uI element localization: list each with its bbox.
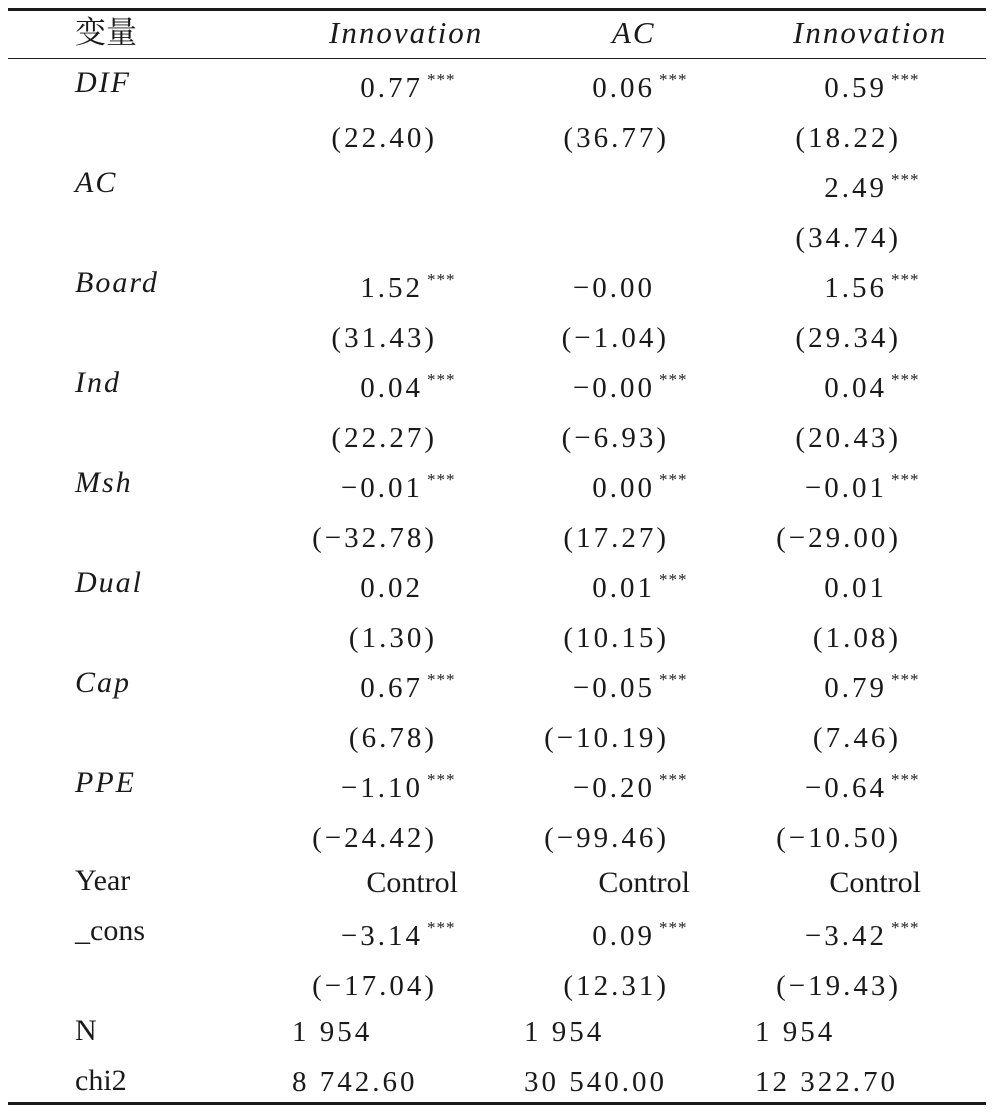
t-stat-cell: (6.78) <box>348 722 437 754</box>
row-label: _cons <box>75 914 145 947</box>
coef-cell: −1.10 <box>340 772 423 804</box>
coef-cell: −0.05 <box>572 672 655 704</box>
significance-stars: *** <box>427 770 456 789</box>
stat-cell: 8 742.60 <box>292 1066 418 1098</box>
significance-stars: *** <box>891 170 920 189</box>
coef-cell: 0.77 <box>360 72 423 104</box>
significance-stars: *** <box>427 70 456 89</box>
coef-cell: 0.79 <box>824 672 887 704</box>
stat-cell: 1 954 <box>755 1016 836 1048</box>
t-stat-cell: (31.43) <box>331 322 437 354</box>
significance-stars: *** <box>659 370 688 389</box>
significance-stars: *** <box>891 770 920 789</box>
table-top-rule <box>8 8 986 11</box>
row-label: Ind <box>75 366 121 399</box>
significance-stars: *** <box>427 370 456 389</box>
significance-stars: *** <box>891 670 920 689</box>
coef-cell: −0.01 <box>804 472 887 504</box>
coef-cell: −0.64 <box>804 772 887 804</box>
t-stat-cell: (−24.42) <box>312 822 437 854</box>
t-stat-cell: (−10.19) <box>544 722 669 754</box>
stat-cell: 30 540.00 <box>524 1066 667 1098</box>
t-stat-cell: (17.27) <box>563 522 669 554</box>
significance-stars: *** <box>659 918 688 937</box>
row-label: chi2 <box>75 1064 127 1097</box>
significance-stars: *** <box>891 918 920 937</box>
t-stat-cell: (34.74) <box>795 222 901 254</box>
t-stat-cell: (29.34) <box>795 322 901 354</box>
row-label: Board <box>75 266 159 299</box>
coef-cell: 0.00 <box>592 472 655 504</box>
coef-cell: 2.49 <box>824 172 887 204</box>
coef-cell: −0.01 <box>340 472 423 504</box>
coef-cell: 0.02 <box>360 572 423 604</box>
t-stat-cell: (−1.04) <box>561 322 669 354</box>
coef-cell: −0.00 <box>572 372 655 404</box>
significance-stars: *** <box>427 670 456 689</box>
table-bottom-rule <box>8 1102 986 1105</box>
t-stat-cell: (22.40) <box>331 122 437 154</box>
header-innovation-2: Innovation <box>793 15 948 50</box>
header-variable: 变量 <box>75 15 137 50</box>
coef-cell: 0.06 <box>592 72 655 104</box>
coef-cell: Control <box>598 866 690 899</box>
coef-cell: 0.59 <box>824 72 887 104</box>
t-stat-cell: (−19.43) <box>776 970 901 1002</box>
coef-cell: −0.00 <box>572 272 655 304</box>
row-label: DIF <box>75 66 131 99</box>
coef-cell: 0.04 <box>824 372 887 404</box>
stat-cell: 1 954 <box>524 1016 605 1048</box>
coef-cell: −3.14 <box>340 920 423 952</box>
t-stat-cell: (20.43) <box>795 422 901 454</box>
significance-stars: *** <box>891 270 920 289</box>
coef-cell: Control <box>366 866 458 899</box>
t-stat-cell: (−6.93) <box>561 422 669 454</box>
t-stat-cell: (−99.46) <box>544 822 669 854</box>
coef-cell: 0.01 <box>592 572 655 604</box>
t-stat-cell: (18.22) <box>795 122 901 154</box>
coef-cell: 1.52 <box>360 272 423 304</box>
header-ac: AC <box>612 15 656 50</box>
row-label: Cap <box>75 666 132 699</box>
significance-stars: *** <box>659 770 688 789</box>
significance-stars: *** <box>891 370 920 389</box>
coef-cell: 0.67 <box>360 672 423 704</box>
row-label: Dual <box>75 566 143 599</box>
t-stat-cell: (−29.00) <box>776 522 901 554</box>
table-header-rule <box>8 58 986 59</box>
significance-stars: *** <box>427 470 456 489</box>
significance-stars: *** <box>659 470 688 489</box>
header-innovation-1: Innovation <box>329 15 484 50</box>
t-stat-cell: (−10.50) <box>776 822 901 854</box>
significance-stars: *** <box>659 670 688 689</box>
row-label: AC <box>75 166 118 199</box>
t-stat-cell: (12.31) <box>563 970 669 1002</box>
row-label: PPE <box>75 766 136 799</box>
t-stat-cell: (−17.04) <box>312 970 437 1002</box>
significance-stars: *** <box>891 470 920 489</box>
stat-cell: 12 322.70 <box>755 1066 898 1098</box>
significance-stars: *** <box>659 570 688 589</box>
coef-cell: 0.09 <box>592 920 655 952</box>
t-stat-cell: (1.30) <box>348 622 437 654</box>
coef-cell: 0.01 <box>824 572 887 604</box>
stat-cell: 1 954 <box>292 1016 373 1048</box>
coef-cell: 1.56 <box>824 272 887 304</box>
coef-cell: 0.04 <box>360 372 423 404</box>
significance-stars: *** <box>891 70 920 89</box>
coef-cell: −3.42 <box>804 920 887 952</box>
t-stat-cell: (7.46) <box>812 722 901 754</box>
significance-stars: *** <box>427 270 456 289</box>
coef-cell: −0.20 <box>572 772 655 804</box>
row-label: N <box>75 1014 97 1047</box>
t-stat-cell: (10.15) <box>563 622 669 654</box>
t-stat-cell: (22.27) <box>331 422 437 454</box>
t-stat-cell: (1.08) <box>812 622 901 654</box>
row-label: Msh <box>75 466 133 499</box>
significance-stars: *** <box>659 70 688 89</box>
t-stat-cell: (36.77) <box>563 122 669 154</box>
coef-cell: Control <box>829 866 921 899</box>
row-label: Year <box>75 864 131 897</box>
t-stat-cell: (−32.78) <box>312 522 437 554</box>
significance-stars: *** <box>427 918 456 937</box>
